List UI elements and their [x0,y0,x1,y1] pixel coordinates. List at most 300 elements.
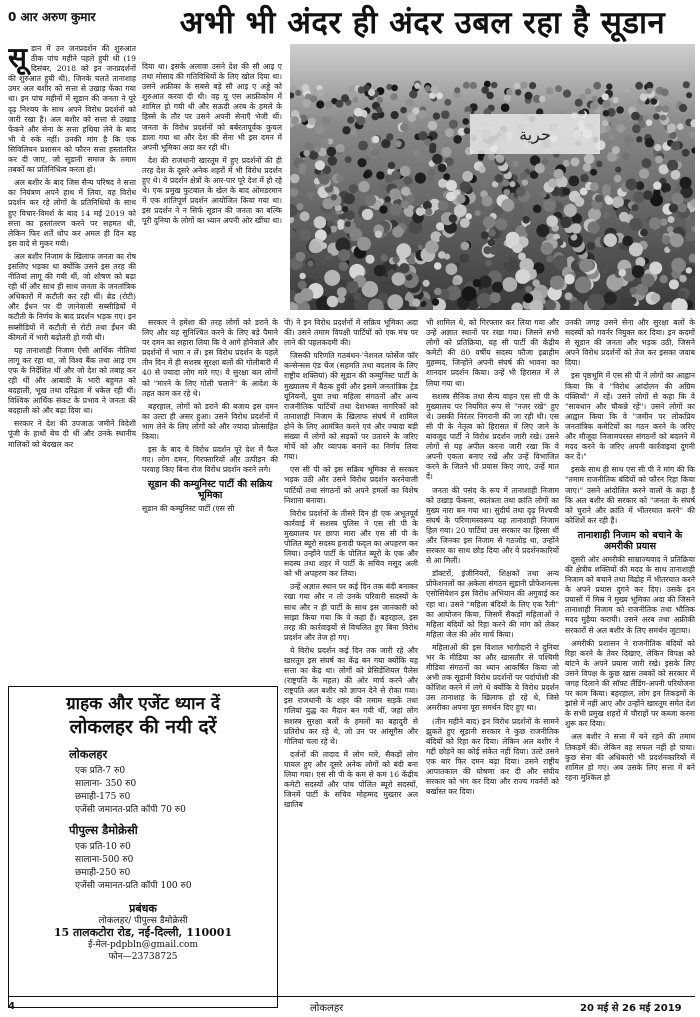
subheading: तानाशाही निजाम को बचाने के अमरीकी प्रयास [577,529,683,552]
crowd-figure [395,140,402,147]
crowd-figure [580,174,588,182]
crowd-figure [414,83,420,89]
paragraph: इसके साथ ही साथ एस सी पी ने मांग की कि "तमाम राजनीतिक बंदियों को फौरन रिहा किया जाए।" उसने आंदोलित करने वालों के कहा है कि अल बशीर की सरकार को "जनता के संघर्ष को चुराने और क्रांति में भीतरघात करने" की कोशिशें कर रही हैं। [565,465,695,525]
crowd-figure [431,86,439,94]
crowd-figure [483,216,495,228]
crowd-figure [365,255,374,264]
paragraph: इस के बाद ये विरोध प्रदर्शन पूरे देश में फैल गए। लोग दमन, गिरफ्तारियों और उत्पीड़न की परवाह किए बिना रोज विरोध प्रदर्शन करने लगे। [142,445,278,475]
crowd-figure [592,96,598,102]
crowd-figure [602,120,609,127]
crowd-figure [518,253,526,261]
paragraph: सरकार ने हमेशा की तरह लोगों को डराने के लिए और यह सुनिश्चित करने के लिए बड़े पैमाने पर दमन का सहारा लिया कि वे आगे होनेवाले और प्रदर्शनों में भाग न लें। इस विरोध प्रदर्शन के पहले तीन दिन में ही सशस्त्र सुरक्षा बलों की गोलीबारी में 40 से ज्यादा लोग मारे गए। ये सुरक्षा बल लोगों को "मारने के लिए गोली चलाने" के आदेश के तहत काम कर रहे थे। [142,318,278,398]
crowd-figure [564,274,574,284]
crowd-figure [412,299,420,307]
ad-manager: प्रबंधक [129,902,157,915]
crowd-figure [635,82,643,90]
crowd-figure [678,291,686,299]
crowd-figure [568,176,579,187]
crowd-figure [416,207,425,216]
crowd-figure [336,175,344,183]
crowd-figure [622,153,630,161]
crowd-figure [641,274,655,288]
crowd-figure [357,158,366,167]
crowd-figure [444,99,451,106]
crowd-figure [300,288,313,301]
crowd-figure [614,175,622,183]
crowd-figure [432,154,442,164]
crowd-figure [381,254,388,261]
crowd-figure [535,163,545,173]
crowd-figure [302,84,310,92]
crowd-figure [482,196,493,207]
paragraph: (तीन महीने बाद) इन विरोध प्रदर्शनों के सामने झुकते हुए सूडानी सरकार ने कुछ राजनीतिक बंदियों को रिहा कर दिया। लेकिन अल बशीर ने गद्दी छोड़ने का कोई संकेत नहीं दिया। उल्टे उसने एक बार फिर दमन बढ़ा दिया। उसने राष्ट्रीय आपातकाल की घोषणा कर दी और संघीय सरकार को भंग कर दिया और राज्य गवर्नरों को बर्खास्त कर दिया। [426,716,559,797]
crowd-figure [608,134,615,141]
crowd-figure [337,223,344,230]
paragraph: दिया था। इसके अलावा उसने देश की सौ आइ ए तथा मोसाद की गतिविधियों के लिए खोल दिया था। उसने अफ्रीका के सबसे बड़े सौ आइ ए अड्डे को शुरुआत करवा दी थी। वह यू एस आफ्रीकोम में शामिल हो गयी थी और सऊदी अरब के हमले के हिस्से के तौर पर उसने अपनी सेनाएँ भेजी थीं। जनता के विरोध प्रदर्शनों को बर्बरतापूर्वक कुचल डाला गया था और देश की सेना भी इस दमन में अपनी भूमिका अदा कर रही थी। [142,62,282,152]
crowd-figure [363,172,370,179]
crowd-figure [353,292,361,300]
crowd-figure [662,105,670,113]
crowd-figure [653,189,660,196]
crowd-figure [639,169,649,179]
crowd-figure [619,269,627,277]
crowd-figure [629,218,642,231]
crowd-figure [686,267,692,273]
paragraph: डान में उन जनप्रदर्शन की शुरुआत ठीक पांच महीने पहले हुयी थी (19 दिसंबर, 2018 को इन जनप्रदर्शनों की शुरुआत हुयी थी), जिनके चलते तानाशाह उमर अल बशीर को सत्ता से उखाड़ फेंका गया था। इन पांच महीनों में सूडान की जनता ने पूरे दृढ़ निश्चय के साथ अपने विरोध प्रदर्शनों को जारी रखा है। अल बशीर को सत्ता से उखाड़ फेंकने और सेना के सत्ता हथिया लेने के बाद भी ये रुके नहीं। उनकी मांग है कि एक सिविलियन प्रशासन को फौरन सत्ता हस्तांतरित कर दी जाए, जो सूडानी समाज के तमाम तबकों का प्रतिनिधित्व करता हो। [8,44,136,175]
ad-address: 15 तालकटोरा रोड, नई-दिल्ली, 110001 [53,926,233,939]
crowd-figure [376,171,384,179]
crowd-figure [314,146,320,152]
crowd-figure [299,273,305,279]
ad-rate: छमाही-175 रु0 [75,792,131,802]
crowd-figure [358,181,369,192]
crowd-figure [596,161,602,167]
ad-rate: छमाही-250 रु0 [75,868,131,878]
crowd-figure [491,82,498,89]
crowd-figure [502,277,517,292]
crowd-figure [490,292,501,303]
crowd-figure [423,280,430,287]
crowd-figure [565,292,573,300]
crowd-figure [503,189,510,196]
crowd-figure [488,239,495,246]
crowd-figure [651,98,658,105]
crowd-figure [296,203,303,210]
crowd-figure [349,184,358,193]
crowd-figure [646,88,652,94]
crowd-figure [679,275,687,283]
crowd-figure [427,169,435,177]
crowd-figure [441,147,451,157]
crowd-figure [325,101,333,109]
crowd-figure [368,89,375,96]
crowd-figure [506,232,520,246]
crowd-figure [316,100,324,108]
paragraph: दूसरी ओर अमरीकी साम्राज्यवाद ने प्रतिक्रिया की क्षेत्रीय शक्तियों की मदद के साथ तानाशाही निजाम को बचाने तथा विद्रोह में भीतरघात करने के अपने प्रयास दुगने कर दिए। उसके इन प्रयासों में मिस्र ने मुख्य भूमिका अदा की जिसने तानाशाही निजाम को राजनीतिक तथा भौतिक मदद मुहैया करायी। उसने अरब तथा अफ्रीकी सरकारों से अल बशीर के लिए समर्थन जुटाया। [565,554,695,635]
crowd-figure [400,123,408,131]
crowd-figure [327,296,339,308]
crowd-figure [646,119,653,126]
crowd-figure [655,173,662,180]
crowd-figure [522,216,530,224]
crowd-figure [496,154,505,163]
crowd-figure [460,181,471,192]
crowd-figure [502,180,509,187]
crowd-figure [649,217,661,229]
crowd-figure [400,166,411,177]
crowd-figure [587,242,595,250]
crowd-figure [375,231,382,238]
crowd-figure [428,121,438,131]
crowd-figure [616,124,625,133]
crowd-figure [292,240,299,247]
crowd-figure [470,82,477,89]
crowd-figure [299,229,311,241]
crowd-figure [585,88,591,94]
crowd-figure [606,83,612,89]
crowd-figure [389,188,401,200]
crowd-figure [385,196,391,202]
crowd-figure [520,82,527,89]
crowd-figure [391,111,399,119]
crowd-figure [485,260,492,267]
crowd-figure [404,176,413,185]
footer-title: लोकलहर [310,1003,344,1014]
crowd-figure [453,135,462,144]
crowd-figure [413,150,420,157]
crowd-figure [602,184,611,193]
ad-rate: एजेंसी जमानत-प्रति कॉपी 70 रु0 [75,805,186,815]
crowd-figure [512,161,518,167]
crowd-figure [475,210,481,216]
ad-phone: फोन—23738725 [108,952,178,962]
crowd-figure [432,298,439,305]
crowd-figure [436,222,444,230]
crowd-figure [575,197,585,207]
crowd-figure [339,280,346,287]
crowd-figure [443,173,450,180]
crowd-figure [396,243,411,258]
crowd-figure [670,233,684,247]
article-column-1 [8,44,136,672]
article-column-2 [142,62,282,312]
crowd-figure [410,123,416,129]
ad-rate: एक प्रति-10 रु0 [75,842,131,852]
ad-rate: सालाना- 350 रु0 [75,779,137,789]
crowd-figure [462,118,469,125]
crowd-figure [630,287,638,295]
crowd-figure [377,97,383,103]
crowd-figure [376,107,382,113]
crowd-figure [651,293,661,303]
crowd-figure [553,169,563,179]
crowd-figure [338,249,350,261]
crowd-figure [504,94,512,102]
crowd-figure [439,235,446,242]
crowd-figure [438,200,449,211]
crowd-figure [575,99,583,107]
ad-publisher: लोकलहर/ पीपुल्स डैमोक्रेसी [98,916,188,926]
crowd-figure [399,263,409,273]
paragraph: पी) ने इन विरोध प्रदर्शनों में सक्रिय भूमिका अदा की। उसने तमाम विपक्षी पार्टियों को एक मंच पर लाने की पहलकदमी की। [284,318,418,348]
crowd-figure [449,120,458,129]
paragraph: एस सी पी को इस सक्रिय भूमिका से सरकार भड़क उठी और उसने विरोध प्रदर्शन करनेवाली पार्टियों तथा संगठनों को अपने हमलों का विशेष निशाना बनाया। [284,465,418,505]
crowd-figure [546,87,554,95]
crowd-figure [478,166,485,173]
crowd-figure [602,100,611,109]
crowd-figure [290,116,299,125]
crowd-figure [671,258,686,273]
crowd-figure [653,113,660,120]
crowd-figure [380,192,386,198]
ad-section-title: लोकलहर [69,747,108,761]
crowd-figure [629,297,637,305]
crowd-figure [679,104,687,112]
crowd-figure [632,125,641,134]
dropcap: सू [8,44,27,74]
crowd-figure [445,128,454,137]
crowd-figure [317,89,324,96]
crowd-figure [374,265,386,277]
crowd-figure [546,255,553,262]
crowd-figure [372,237,380,245]
crowd-figure [459,253,469,263]
crowd-figure [342,206,348,212]
crowd-figure [495,174,504,183]
crowd-figure [667,160,678,171]
byline: 0 आर अरुण कुमार [8,10,96,24]
crowd-figure [643,190,653,200]
crowd-figure [347,281,359,293]
crowd-figure [387,294,403,310]
crowd-figure [345,156,352,163]
crowd-figure [671,193,683,205]
crowd-figure [671,170,681,180]
crowd-figure [655,156,663,164]
crowd-figure [481,231,489,239]
crowd-figure [667,123,676,132]
crowd-figure [463,82,470,89]
paragraph: सूडान की कम्युनिस्ट पार्टी (एस सी [142,504,235,514]
crowd-figure [602,93,609,100]
ad-title: ग्राहक और एजेंट ध्यान दें [66,694,220,714]
article-column-5 [565,318,695,938]
crowd-figure [354,108,363,117]
page-number: 4 [8,1001,15,1012]
crowd-figure [390,203,402,215]
crowd-figure [298,281,307,290]
crowd-figure [322,116,331,125]
crowd-figure [425,85,431,91]
ad-contact [17,903,269,963]
crowd-figure [541,242,554,255]
ad-section-title: पीपुल्स डैमोक्रेसी [69,823,138,837]
crowd-figure [603,211,610,218]
crowd-figure [336,144,345,153]
paragraph: उन्हें अज्ञात स्थान पर कई दिन तक बंदी बनाकर रखा गया और न तो उनके परिवारी सदस्यों के साथ और न ही पार्टी के साथ इस जानकारी को साझा किया गया कि वे कहां हैं। बहरहाल, इस तरह की कार्रवाइयों से विचलित हुए बिना विरोध प्रदर्शन और तेज हो गए। [284,582,418,642]
paragraph: अल बशीर ने सत्ता में बने रहने की तमाम तिकड़में कीं। लेकिन वह सफल नहीं हो पाया। कुछ सेना की अधिकारी भी प्रदर्शनकारियों में शामिल हो गए। अब उसके लिए सत्ता में बने रहना मुश्किल हो [565,732,695,782]
crowd-figure [619,212,629,222]
crowd-figure [640,229,648,237]
paragraph: विरोध प्रदर्शनों के तीसरे दिन ही एक अभूतपूर्व कार्रवाई में सशस्त्र पुलिस ने एस सी पी के मुख्यालय पर छापा मारा और एस सी पी के पोलित ब्यूरो सदस्य हनादी फद्ल का अपहरण कर लिया। उन्होंने पार्टी के पोलित ब्यूरो के एक और सदस्य तथा शहर में पार्टी के सचिव मसूद अली को भी अपहरण कर लिया। [284,508,418,579]
crowd-figure [590,169,597,176]
crowd-figure [532,279,540,287]
crowd-figure [391,170,401,180]
crowd-figure [553,255,567,269]
paragraph: सशस्त्र सैनिक तथा सैन्य वाहन एस सी पी के मुख्यालय पर नियमित रूप से "नजर रखे" हुए थे। उसकी निरंतर निगरानी की जा रही थी। एस सी पी के नेतृत्व को हिरासत में लिए जाने के बावजूद पार्टी ने विरोध प्रदर्शन जारी रखे। उसने लोगों से यह अपील करना जारी रखा कि वे अपनी एकता बनाए रखें और उन्हें विभाजित करने के जितने भी प्रयास किए जाएं, उन्हें मात दें। [426,391,559,482]
crowd-figure [303,150,310,157]
crowd-figure [579,259,593,273]
ad-email: ई-मेल-pdpbln@gmail.com [88,940,198,950]
crowd-figure [503,256,510,263]
crowd-figure [328,156,338,166]
crowd-figure [590,102,598,110]
crowd-figure [525,92,533,100]
crowd-figure [564,204,577,217]
crowd-figure [629,88,635,94]
crowd-figure [548,178,558,188]
crowd-figure [642,158,652,168]
footer-date: 20 मई से 26 मई 2019 [580,1003,682,1014]
crowd-figure [390,93,397,100]
crowd-figure [325,253,333,261]
crowd-figure [429,147,436,154]
crowd-figure [661,89,669,97]
crowd-figure [668,216,675,223]
paragraph: अल बशीर के बाद जिस सैन्य परिषद ने सत्ता का नियंत्रण अपने हाथ में लिया, वह विरोध प्रदर्शन कर रहे लोगों के प्रतिनिधियों के साथ हुए विचार-विमर्श के बाद 14 मई 2019 को सत्ता का हस्तांतरण करने पर सहमत थी, लेकिन फिर शर्तें थोप कर अमल ही दिन बह इस वादे से मुकर गयी। [8,178,136,248]
paragraph: अल बशीर निजाम के खिलाफ जनता का रोष इसलिए भड़का था क्योंकि उसने इस तरह की नीतियां लागू की गयी थीं, जो शोषण को बढ़ा रही थीं और साथ ही साथ जनता के जनतांत्रिक अधिकारों में कटौती कर रही थीं। ब्रेड (रोटी) और ईंधन पर दी जानेवाली सब्सीडियों में कटौती के निर्णय के बाद प्रदर्शन भड़क गए। इन सब्सीडियों में कटौती से रोटी तथा ईंधन की कीमतों में भारी बढ़ोतरी हो गयी थी। [8,251,136,342]
crowd-figure [324,270,340,286]
crowd-image [290,44,695,310]
subheading: सूडान की कम्युनिस्ट पार्टी की सक्रिय भूमिका [147,479,273,502]
crowd-figure [364,194,376,206]
crowd-figure [342,126,350,134]
crowd-figure [563,160,570,167]
crowd-figure [408,114,417,123]
crowd-figure [533,205,542,214]
crowd-figure [546,215,558,227]
crowd-figure [344,193,355,204]
crowd-figure [640,93,648,101]
paragraph: सरकार ने देश की उपजाऊ जमीनें विदेशी पूंजी के हाथों बेच दी थीं और उनके स्थानीय मालिकों को बेदखल कर [8,419,136,449]
paragraph: दर्जनों की तादाद में लोग मारे, सैकड़ों लोग घायल हुए और दूसरे अनेक लोगों को बंदी बना लिया गया। एस सी पी के कम से कम 16 केंद्रीय कमेटी सदस्यों और पांच पोलित ब्यूरो सदस्यों, जिनमें पार्टी के सचिव मोहम्मद मुख्तार अल खातिब [284,749,418,810]
crowd-figure [653,182,661,190]
crowd-figure [307,261,313,267]
ad-rate: एजेंसी जमानत-प्रति कॉपी 100 रु0 [75,881,192,891]
crowd-figure [604,292,617,305]
crowd-figure [477,293,492,308]
crowd-figure [654,144,661,151]
crowd-figure [682,149,690,157]
crowd-figure [631,112,640,121]
paragraph: इस पृष्ठभूमि में एस सी पी ने लोगों का आह्वान किया कि वे "विरोध आंदोलन की अग्रिम पंक्तियों" में रहें। उसने लोगों से कहा कि वे "सावधान और चौकन्ने रहें"। उसने लोगों का आह्वान किया कि वे "जमीन पर लोकप्रिय जनतांत्रिक कमेटियों का गठन करने के जरिए और मौजूदा निजामपरस्त संगठनों को बदलने में मदद करने के जरिए अपनी कार्रवाइयां दुगनी कर दें।" [565,371,695,462]
protest-crowd-photo [290,44,695,310]
crowd-figure [461,242,470,251]
crowd-figure [625,179,637,191]
crowd-figure [454,87,460,93]
footer-rule [8,996,695,997]
crowd-figure [662,235,671,244]
crowd-figure [290,86,296,92]
crowd-figure [295,90,301,96]
crowd-figure [314,216,327,229]
crowd-figure [371,148,379,156]
crowd-figure [454,204,467,217]
paragraph: अमरीकी प्रशासन ने राजनीतिक बंदियों को रिहा करने के तेवर दिखाए, लेकिन विपक्ष को बांटने के अपने प्रयास जारी रखे। इसके लिए उसने विपक्ष के कुछ खास तबकों को सरकार में जगह दिलाने की सॉफ्ट लैंडिंग-अपनी परियोजना पर काम किया। बहरहाल, लोग इन तिकड़मों के झांसे में नहीं आए और उन्होंने खारतूम समेत देश के सभी प्रमुख शहरों में चौराहों पर कब्जा करना शुरू कर दिया। [565,638,695,729]
crowd-figure [358,141,368,151]
crowd-figure [357,116,366,125]
crowd-figure [525,224,536,235]
crowd-figure [550,276,564,290]
crowd-figure [433,112,440,119]
crowd-figure [473,279,481,287]
crowd-figure [615,166,621,172]
article-column-3 [284,318,418,1008]
crowd-figure [612,97,618,103]
crowd-figure [379,184,386,191]
crowd-figure [352,97,358,103]
crowd-figure [449,214,457,222]
crowd-figure [677,123,684,130]
crowd-figure [327,147,337,157]
crowd-figure [516,202,524,210]
crowd-figure [509,181,515,187]
crowd-figure [372,113,380,121]
crowd-figure [516,187,526,197]
crowd-figure [562,187,570,195]
crowd-figure [633,191,645,203]
crowd-figure [339,261,349,271]
paragraph: जिसकी परिणति गठबंधन-'नेशनल फोर्सेज फॉर कन्सेन्सस एंड चेंज (सहमति तथा बदलाव के लिए राष्ट्रीय शक्तियां) की सूडान की कम्युनिस्ट पार्टी के मुख्यालय में बैठक हुयी और इसमें जनतांत्रिक ट्रेड यूनियनों, युवा तथा महिला संगठनों और अन्य राजनीतिक पार्टियों तथा देशभक्त नागरिकों को तानाशाही निजाम के खिलाफ संघर्ष में शामिल होने के लिए आमंत्रित करने एवं और ज्यादा बड़ी संख्या में लोगों को सड़कों पर उतारने के जरिए मोर्चे को और व्यापक बनाने का निर्णय लिया गया। [284,351,418,462]
crowd-figure [409,90,417,98]
crowd-figure [660,218,667,225]
crowd-figure [427,104,433,110]
crowd-figure [446,180,457,191]
crowd-figure [425,208,432,215]
crowd-figure [576,86,583,93]
crowd-figure [322,198,333,209]
crowd-figure [434,288,442,296]
crowd-figure [313,194,320,201]
crowd-figure [460,218,470,228]
crowd-figure [486,92,493,99]
crowd-figure [588,221,600,233]
crowd-figure [560,217,571,228]
paragraph: बहरहाल, लोगों को डराने की बजाय इस दमन का उल्टा ही असर हुआ। उसने विरोध प्रदर्शनों में भाग लेने के लिए लोगों को और ज्यादा प्रोत्साहित किया। [142,401,278,442]
crowd-figure [391,85,398,92]
crowd-figure [555,85,562,92]
crowd-figure [495,218,507,230]
crowd-figure [438,251,446,259]
crowd-figure [464,128,471,135]
crowd-figure [515,269,530,284]
crowd-figure [446,192,455,201]
crowd-figure [321,139,329,147]
crowd-figure [686,92,692,98]
crowd-figure [506,215,518,227]
crowd-figure [522,179,529,186]
crowd-figure [525,286,532,293]
crowd-figure [462,171,473,182]
crowd-figure [516,210,522,216]
crowd-figure [341,94,349,102]
crowd-figure [308,118,316,126]
crowd-figure [539,96,546,103]
crowd-figure [362,209,373,220]
crowd-figure [683,81,690,88]
crowd-figure [415,173,426,184]
crowd-figure [401,201,409,209]
